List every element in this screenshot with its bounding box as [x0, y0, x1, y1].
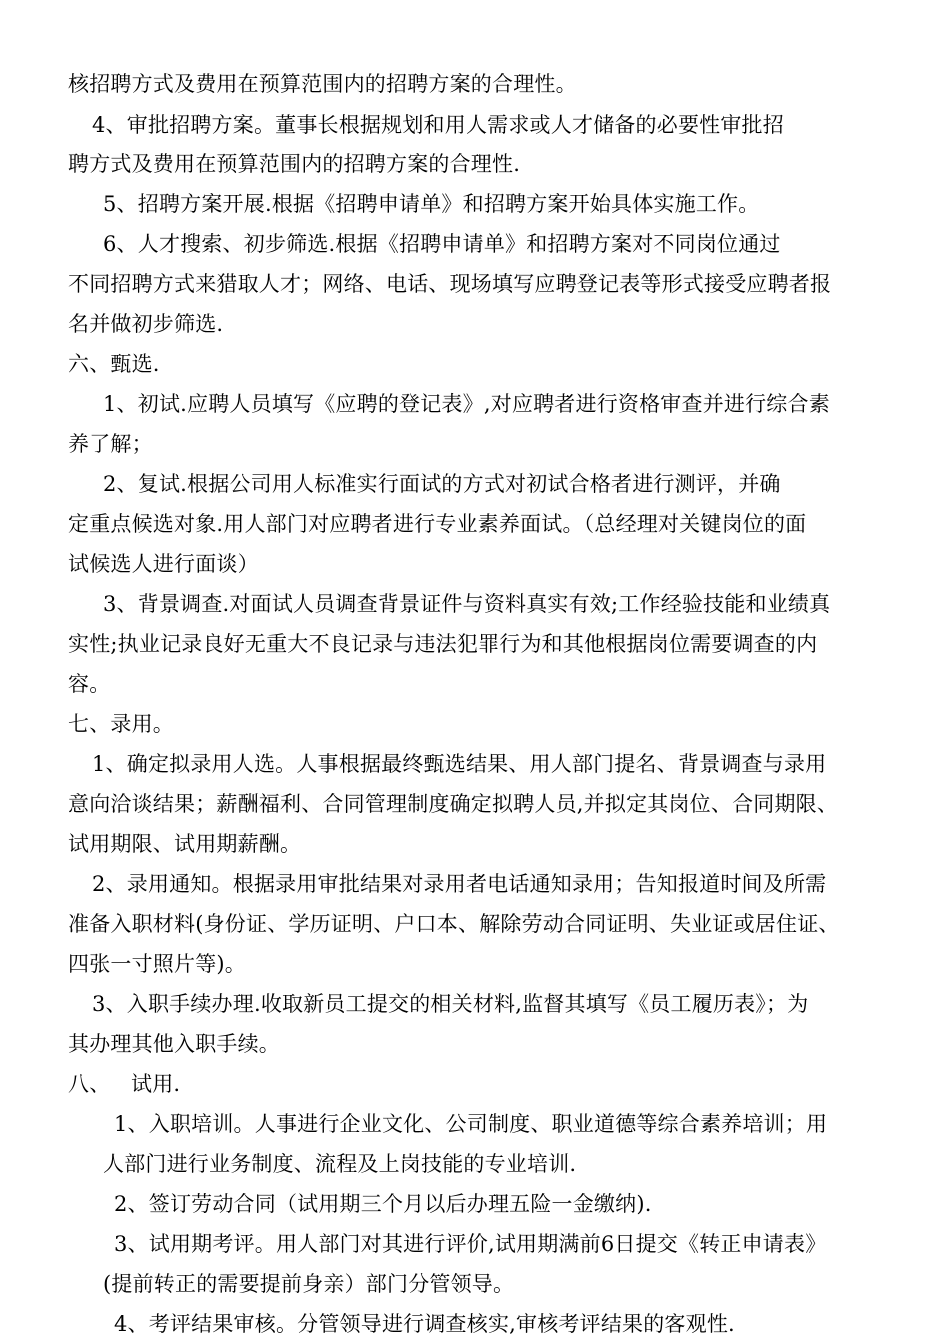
text-line: 2、签订劳动合同（试用期三个月以后办理五险一金缴纳). — [114, 1192, 652, 1216]
text-line: 1、确定拟录用人选。人事根据最终甄选结果、用人部门提名、背景调查与录用 — [92, 752, 827, 776]
text-line: 4、审批招聘方案。董事长根据规划和用人需求或人才储备的必要性审批招 — [92, 113, 784, 137]
text-line: 实性;执业记录良好无重大不良记录与违法犯罪行为和其他根据岗位需要调查的内 — [68, 632, 818, 656]
text-line: 3、入职手续办理.收取新员工提交的相关材料,监督其填写《员工履历表》；为 — [92, 992, 809, 1016]
text-line: 试用期限、试用期薪酬。 — [68, 832, 302, 856]
text-line: 人部门进行业务制度、流程及上岗技能的专业培训. — [103, 1152, 577, 1176]
text-line: 5、招聘方案开展.根据《招聘申请单》和招聘方案开始具体实施工作。 — [103, 192, 760, 216]
section-heading: 八、 试用. — [68, 1072, 181, 1096]
text-line: 四张一寸照片等)。 — [68, 952, 246, 976]
text-line: 容。 — [68, 672, 111, 696]
text-line: 准备入职材料(身份证、学历证明、户口本、解除劳动合同证明、失业证或居住证、 — [68, 912, 840, 936]
text-line: 4、考评结果审核。分管领导进行调查核实,审核考评结果的客观性. — [114, 1312, 735, 1336]
text-line: 定重点候选对象.用人部门对应聘者进行专业素养面试。（总经理对关键岗位的面 — [68, 512, 807, 536]
text-line: 养了解； — [68, 432, 153, 456]
text-line: 聘方式及费用在预算范围内的招聘方案的合理性. — [68, 152, 521, 176]
text-line: 6、人才搜索、初步筛选.根据《招聘申请单》和招聘方案对不同岗位通过 — [103, 232, 781, 256]
text-line: 1、初试.应聘人员填写《应聘的登记表》,对应聘者进行资格审查并进行综合素 — [103, 392, 830, 416]
text-line: (提前转正的需要提前身亲）部门分管领导。 — [103, 1272, 515, 1296]
text-line: 意向洽谈结果；薪酬福利、合同管理制度确定拟聘人员,并拟定其岗位、合同期限、 — [68, 792, 839, 816]
text-line: 不同招聘方式来猎取人才；网络、电话、现场填写应聘登记表等形式接受应聘者报 — [68, 272, 832, 296]
text-line: 其办理其他入职手续。 — [68, 1032, 280, 1056]
text-line: 3、试用期考评。用人部门对其进行评价,试用期满前6日提交《转正申请表》 — [114, 1232, 827, 1256]
section-heading: 六、甄选. — [68, 352, 160, 376]
text-line: 1、入职培训。人事进行企业文化、公司制度、职业道德等综合素养培训；用 — [114, 1112, 828, 1136]
text-line: 3、背景调查.对面试人员调查背景证件与资料真实有效;工作经验技能和业绩真 — [103, 592, 831, 616]
section-heading: 七、录用。 — [68, 712, 174, 736]
text-line: 试候选人进行面谈） — [68, 552, 259, 576]
text-line: 核招聘方式及费用在预算范围内的招聘方案的合理性。 — [68, 72, 577, 96]
text-line: 2、复试.根据公司用人标准实行面试的方式对初试合格者进行测评，并确 — [103, 472, 781, 496]
text-line: 2、录用通知。根据录用审批结果对录用者电话通知录用；告知报道时间及所需 — [92, 872, 827, 896]
text-line: 名并做初步筛选. — [68, 312, 224, 336]
